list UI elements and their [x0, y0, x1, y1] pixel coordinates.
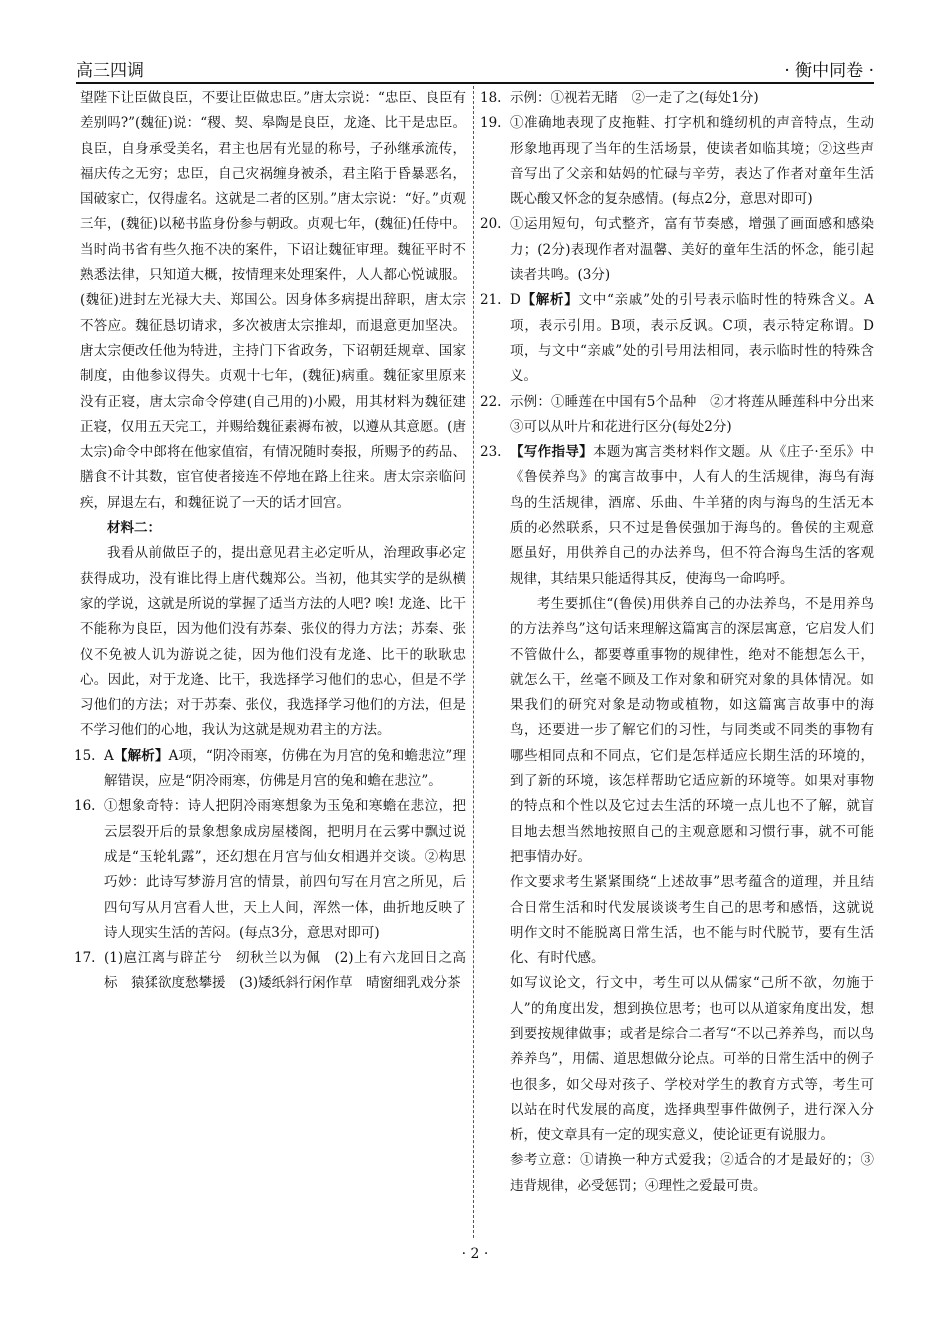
answer-number: 20. [480, 216, 502, 233]
series-title: · 衡中同卷 · [784, 61, 874, 81]
left-column [74, 86, 466, 997]
exam-title: 高三四调 [76, 61, 144, 81]
answer-number: 15. [74, 747, 96, 764]
answer-choice: D [510, 292, 521, 309]
analysis-tag: 【解析】 [113, 747, 169, 764]
writing-guide-p3: 作文要求考生紧紧围绕“上述故事”思考蕴含的道理，并且结合日常生活和时代发展谈谈考生自己的思考和感悟，这就说明作文时不能脱离日常生活，也不能与时代脱节，要有生活化、有时代感。 [510, 874, 874, 967]
answer-number: 17. [74, 950, 96, 967]
answer-15 [74, 744, 466, 795]
writing-guide-p2: 考生要抓住“(鲁侯)用供养自己的办法养鸟，不是用养鸟的方法养鸟”这句话来理解这篇寓言的深层寓意，它启发人们不管做什么，都要尊重事物的规律性，绝对不能想怎么干，就怎么干，丝毫不顾及工作对象和研究对象的具体情况。如果我们的研究对象是动物或植物，如这篇寓言故事中的海鸟，还要进一步了解它们的习性，与同类或不同类的事物有哪些相同点和不同点，它们是怎样适应长期生活的环境的，到了新的环境，该怎样帮助它适应新的环境等。如果对事物的特点和个性以及它过去生活的环境一点儿也不了解，就盲目地去想当然地按照自己的主观意愿和习惯行事，就不可能把事情办好。 [510, 595, 874, 865]
column-divider [473, 86, 474, 1238]
answer-text: 示例：①视若无睹 ②一走了之(每处1分) [510, 90, 759, 106]
analysis-tag: 【解析】 [520, 292, 579, 309]
answer-text: (1)扈江离与辟芷兮 纫秋兰以为佩 (2)上有六龙回日之高标 猿猱欲度愁攀援 (3)矮纸斜行闲作草 晴窗细乳戏分茶 [104, 950, 466, 992]
answer-18 [480, 86, 874, 111]
page-header [76, 52, 874, 84]
right-column [480, 86, 888, 1199]
writing-guide-p1: 本题为寓言类材料作文题。从《庄子·至乐》中《鲁侯养鸟》的寓言故事中，人有人的生活规律，海鸟有海鸟的生活规律，酒席、乐曲、牛羊猪的肉与海鸟的生活无本质的必然联系，只不过是鲁侯强加于海鸟的。鲁侯的主观意愿虽好，用供养自己的办法养鸟，但不符合海鸟生活的客观规律，其结果只能适得其反，使海鸟一命呜呼。 [510, 444, 875, 587]
answer-21 [480, 288, 874, 389]
material-two-title: 材料二： [107, 520, 161, 537]
writing-guide-p5: 参考立意：①请换一种方式爱我；②适合的才是最好的；③违背规律，必受惩罚；④理性之爱最可贵。 [510, 1152, 874, 1194]
answer-text: A项，“阴冷雨寒，仿佛在为月宫的兔和蟾悲泣”理解错误，应是“阴冷雨寒，仿佛是月宫的兔和蟾在悲泣”。 [104, 747, 466, 790]
answer-number: 22. [480, 393, 502, 410]
answer-number: 19. [480, 115, 502, 132]
answer-number: 18. [480, 90, 502, 106]
page-number: · 2 · [461, 1246, 489, 1262]
answer-choice: A [104, 747, 114, 764]
answer-number: 21. [480, 292, 502, 309]
answer-16 [74, 794, 466, 946]
answer-19 [480, 111, 874, 212]
writing-guide-p4: 如写议论文，行文中，考生可以从儒家“己所不欲，勿施于人”的角度出发，想到换位思考；也可以从道家角度出发，想到要按规律做事；或者是综合二者写“不以己养养鸟，而以鸟养养鸟”，用儒、道思想做分论点。可举的日常生活中的例子也很多，如父母对孩子、学校对学生的教育方式等，考生可以站在时代发展的高度，选择典型事件做例子，进行深入分析，使文章具有一定的现实意义，使论证更有说服力。 [510, 975, 874, 1144]
answer-17 [74, 946, 466, 997]
answer-number: 16. [74, 798, 96, 815]
writing-guide-tag: 【写作指导】 [510, 444, 594, 461]
answer-23 [480, 440, 874, 1199]
answer-text: ①准确地表现了皮拖鞋、打字机和缝纫机的声音特点，生动形象地再现了当年的生活场景，使读者如临其境；②这些声音写出了父亲和姑妈的忙碌与辛劳，表达了作者对童年生活既心酸又怀念的复杂感情。(每点2分，意思对即可) [510, 115, 874, 208]
material-one-continued: 望陛下让臣做良臣，不要让臣做忠臣。”唐太宗说：“忠臣、良臣有差别吗?”(魏征)说：“稷、契、皋陶是良臣，龙逄、比干是忠臣。良臣，自身承受美名，君主也居有光显的称号，子孙继承流传，福庆传之无穷；忠臣，自己灾祸缠身被杀，君主陷于昏暴恶名，国破家亡，仅得虚名。这就是二者的区别。”唐太宗说：“好。”贞观三年，(魏征)以秘书监身份参与朝政。贞观七年，(魏征)任侍中。当时尚书省有些久拖不决的案件，下诏让魏征审理。魏征平时不熟悉法律，只知道大概，按情理来处理案件，人人都心悦诚服。(魏征)进封左光禄大夫、郑国公。因身体多病提出辞职，唐太宗不答应。魏征恳切请求，多次被唐太宗推却，而退意更加坚决。唐太宗便改任他为特进，主持门下省政务，下诏朝廷规章、国家制度，由他参议得失。贞观十七年，(魏征)病重。魏征家里原来没有正寝，唐太宗命令停建(自己用的)小殿，用其材料为魏征建正寝，仅用五天完工，并赐给魏征素褥布被，以遵从其意愿。(唐太宗)命令中郎将在他家值宿，有情况随时奏报，所赐予的药品、膳食不计其数，宦官使者接连不停地在路上往来。唐太宗亲临问疾，屏退左右，和魏征说了一天的话才回宫。 [80, 90, 466, 511]
material-two-text: 我看从前做臣子的，提出意见君主必定听从，治理政事必定获得成功，没有谁比得上唐代魏郑公。当初，他其实学的是纵横家的学说，这就是所说的掌握了适当方法的人吧? 唉! 龙逄、比干不能称为良臣，因为他们没有苏秦、张仪的得力方法；苏秦、张仪不免被人讥为游说之徒，因为他们没有龙逄、比干的耿耿忠心。因此，对于龙逄、比干，我选择学习他们的忠心，但是不学习他们的方法；对于苏秦、张仪，我选择学习他们的方法，但是不学习他们的心地，我认为这就是规劝君主的方法。 [80, 545, 466, 739]
answer-text: 文中“亲戚”处的引号表示临时性的特殊含义。A项，表示引用。B项，表示反讽。C项，表示特定称谓。D项，与文中“亲戚”处的引号用法相同，表示临时性的特殊含义。 [510, 292, 875, 385]
answer-text: ①想象奇特：诗人把阴冷雨寒想象为玉兔和寒蟾在悲泣，把云层裂开后的景象想象成房屋楼阁，把明月在云雾中飘过说成是“玉轮轧露”，还幻想在月宫与仙女相遇并交谈。②构思巧妙：此诗写梦游月宫的情景，前四句写在月宫之所见，后四句写从月宫看人世，天上人间，浑然一体，曲折地反映了诗人现实生活的苦闷。(每点3分，意思对即可) [104, 798, 466, 941]
writing-guide-intro [480, 440, 875, 592]
answer-text: 示例：①睡莲在中国有5个品种 ②才将莲从睡莲科中分出来 ③可以从叶片和花进行区分(每处2分) [510, 393, 888, 435]
answer-20 [480, 212, 874, 288]
answer-22 [480, 390, 888, 441]
answer-text: ①运用短句，句式整齐，富有节奏感，增强了画面感和感染力；(2分)表现作者对温馨、美好的童年生活的怀念，能引起读者共鸣。(3分) [510, 216, 874, 284]
answer-number: 23. [480, 444, 502, 461]
